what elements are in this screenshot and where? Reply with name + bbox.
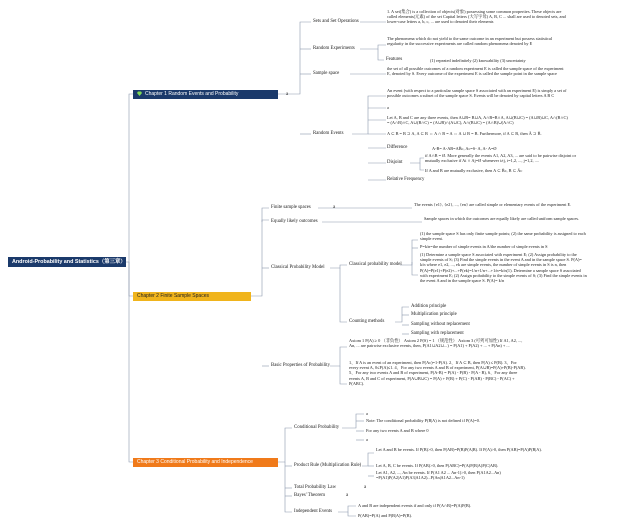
finite-sample-spaces-text: The events {e1}, {e2}, ..., {en} are called simple or elementary events of the experiment E. xyxy=(414,202,572,207)
product-rule-item-2: Let A1, A2, ..., An be events. If P(A1 A2 ... An-1)>0, then P(A1A2...An) =P(A1)P(A2|A1)P(A3|A1A2)...P(An|A1A2...An-1) xyxy=(376,470,501,481)
features-label[interactable]: Features xyxy=(386,57,403,62)
chapter-1-marker: a xyxy=(286,92,289,97)
branch-sample-space-label[interactable]: Sample space xyxy=(313,71,340,76)
finite-marker: a xyxy=(333,205,336,210)
events-text-4: A ⊂ B = B ⊃ A, A ⊂ B ⇔ A ∩ B = A ⇔ A ∪ B = B. Furthermore, if A ⊂ B, then Ā ⊃ B̄. xyxy=(387,131,542,136)
bayes-theorem-label[interactable]: Bayes' Theorem xyxy=(294,493,326,498)
difference-label[interactable]: Difference xyxy=(387,145,408,150)
counting-item-0[interactable]: Addition principle xyxy=(411,304,447,309)
root-topic[interactable]: Android-Probability and Statistics（第三章） xyxy=(8,257,126,267)
chapter-3-node[interactable]: Chapter 3 Conditional Probability and Independence xyxy=(133,458,278,467)
counting-item-2[interactable]: Sampling without replacement xyxy=(411,322,470,327)
total-probability-marker: a xyxy=(364,485,367,490)
difference-text: A-B= A-AB=AB̄c, Ac=S- A, A- A=Ø xyxy=(432,146,497,151)
branch-sample-space-text: the set of all possible outcomes of a random experiment E is called the sample space of the experiment E, denoted by S. Every outcome of the experiment E is called the sample point in the sample space xyxy=(387,66,564,77)
disjoint-label[interactable]: Disjoint xyxy=(387,160,403,165)
events-text-1: An event (with respect to a particular sample space S associated with an experiment E) is simply a set of possible outcomes a subset of the sample space S. Events will be denoted by capital letters A B C xyxy=(387,88,567,99)
conditional-item-2: For any two events A and B where 0 xyxy=(366,428,429,433)
equally-likely-text: Sample spaces in which the outcomes are equally likely are called uniform sample spaces. xyxy=(424,216,580,221)
branch-sets-text: 1. A set(集合) is a collection of objects(对象) possessing some common properties. These objects are called elements(元素) of the set Capital letters (大写字母) A, B, C ... shall are used to denoted sets, and lower-case letters a, b, c, ... are used to denoted their elements xyxy=(387,9,566,25)
product-rule-item-1: Let A, B, C be events. If P(AB)>0, then P(ABC)=P(A)P(B|A)P(C|AB). xyxy=(376,463,499,468)
conditional-item-0: a xyxy=(366,411,368,416)
conditional-item-3: a xyxy=(366,437,368,442)
finite-sample-spaces-label[interactable]: Finite sample spaces xyxy=(271,205,311,210)
conditional-probability-label[interactable]: Conditional Probability xyxy=(294,425,340,430)
classical-text-3: (1) Determine a sample space S associated with experiment E; (2) Assign probability to the simple events of S; (3) Find the simple events in the event A and in the sample space S. P(A)= k/n where e1, e2, ..., ek are simple events, the number of simple events in S is n, then P(A)=P(e1)+P(e2)+...+P(ek)=1/n+1/n+...+1/n=k/n(1). Determine a sample space S associated with experiment E; (2) Assign probability to the simple events of S; (3) Find the simple events in the event A and in the sample space S. P(A)= k/n xyxy=(420,252,587,284)
chapter-2-node[interactable]: Chapter 2 Finite Sample Spaces xyxy=(133,292,251,301)
basic-properties-text-2: 1、If A is an event of an experiment, then P(Ac)=1-P(A). 2、If A ⊂ B, then P(A) ≤ P(B). 3、For every event A, 0≤P(A)≤1. 4、For any two events A and B of experiment, P(A∪B)=P(A)+P(B)-P(AB). 5、For any two events A and B of experiment, P(A-B) = P(A) - P(B) - P(A - B), 6、For any three events A, B and C of experiment, P(A∪B∪C) = P(A) + P(B) + P(C) - P(AB) - P(BC) - P(AC) + P(ABC). xyxy=(349,360,526,386)
events-text-2: a xyxy=(387,105,389,110)
classical-model-label[interactable]: Classical Probability Model xyxy=(271,265,325,270)
independent-item-0: A and B are independent events if and only if P(A∩B)=P(A)P(B). xyxy=(358,503,472,508)
basic-properties-text-1: Axiom 1 P(A) ≥ 0 （非负性） Axiom 2 P(S) = 1 （规范性） Axiom 3 (可列可加性) If A1, A2, ..., An, ... are pairwise exclusive events, then, P(A1∪A2∪...) = P(A1) + P(A2) + ... + P(An) + ... xyxy=(349,338,523,349)
counting-item-3[interactable]: Sampling with replacement xyxy=(411,331,464,336)
conditional-item-1: Note: The conditional probability P(B|A) is not defined if P(A)=0. xyxy=(366,418,480,423)
relative-frequency-label[interactable]: Relative Frequency xyxy=(387,177,425,182)
classical-text-2: P=k/n=the number of simple events in A/the number of simple events in S xyxy=(420,244,548,249)
disjoint-text: if A∩B = Ø. More generally the events A1, A2, A3, ... are said to be pairwise disjoint or mutually exclusive if Ai ∩ Aj=Ø whenever i≠j, i=1,2, ..., j=1,2, .... xyxy=(425,153,576,164)
basic-properties-label[interactable]: Basic Properties of Probability xyxy=(271,363,331,368)
product-rule-item-0: Let A and B be events. If P(B)>0, then P(AB)=P(B)P(A|B). If P(A)>0, then P(AB)=P(A)P(B|A). xyxy=(376,447,542,452)
gem-icon xyxy=(137,91,142,96)
branch-random-exp-text: The phenomena which do not yield to the same outcome in an experiment but possess statistical regularity in the successive experiments are called random phenomena denoted by E xyxy=(387,36,553,47)
bayes-marker: a xyxy=(346,493,349,498)
independent-item-1: P(AB)=P(A) and P(B|A)=P(B). xyxy=(358,513,413,518)
features-text: (1) repeated indefinitely (2) knowability (3) uncertainty xyxy=(430,58,526,63)
branch-random-events-label[interactable]: Random Events xyxy=(313,131,344,136)
chapter-1-node[interactable] xyxy=(133,90,278,99)
disjoint-text-2: If A and B are mutually exclusive, then A ⊂ B̄c, B ⊂ Āc xyxy=(425,168,523,173)
total-probability-label[interactable]: Total Probability Law xyxy=(294,485,337,490)
counting-methods-label[interactable]: Counting methods xyxy=(349,319,385,324)
product-rule-label[interactable]: Product Rule (Multiplication Rule) xyxy=(294,463,362,468)
classical-text-1: (1) the sample space S has only finite sample points; (2) the same probability is assigned to each simple event. xyxy=(420,231,586,242)
chapter-1-title: Chapter 1 Random Events and Probability xyxy=(145,91,239,97)
independent-events-label[interactable]: Independent Events xyxy=(294,509,332,514)
events-text-3: Let A, B and C are any three events, then A∪B= B∪A, A∩B=B∩A, A∪(B∪C) = (A∪B)∪C, A∩(B∩C) = (A∩B)∩C, A∪(B∩C) = (A∪B)∩(A∪C), A∩(B∪C) = (A∩B)∪(A∩C) xyxy=(387,115,568,126)
branch-random-exp-label[interactable]: Random Experiments xyxy=(313,46,355,51)
branch-sets-label[interactable]: Sets and Set Operations xyxy=(313,19,359,24)
equally-likely-label[interactable]: Equally likely outcomes xyxy=(271,219,318,224)
classical-sub-label[interactable]: Classical probability model xyxy=(349,262,402,267)
counting-item-1[interactable]: Multiplication principle xyxy=(411,312,457,317)
